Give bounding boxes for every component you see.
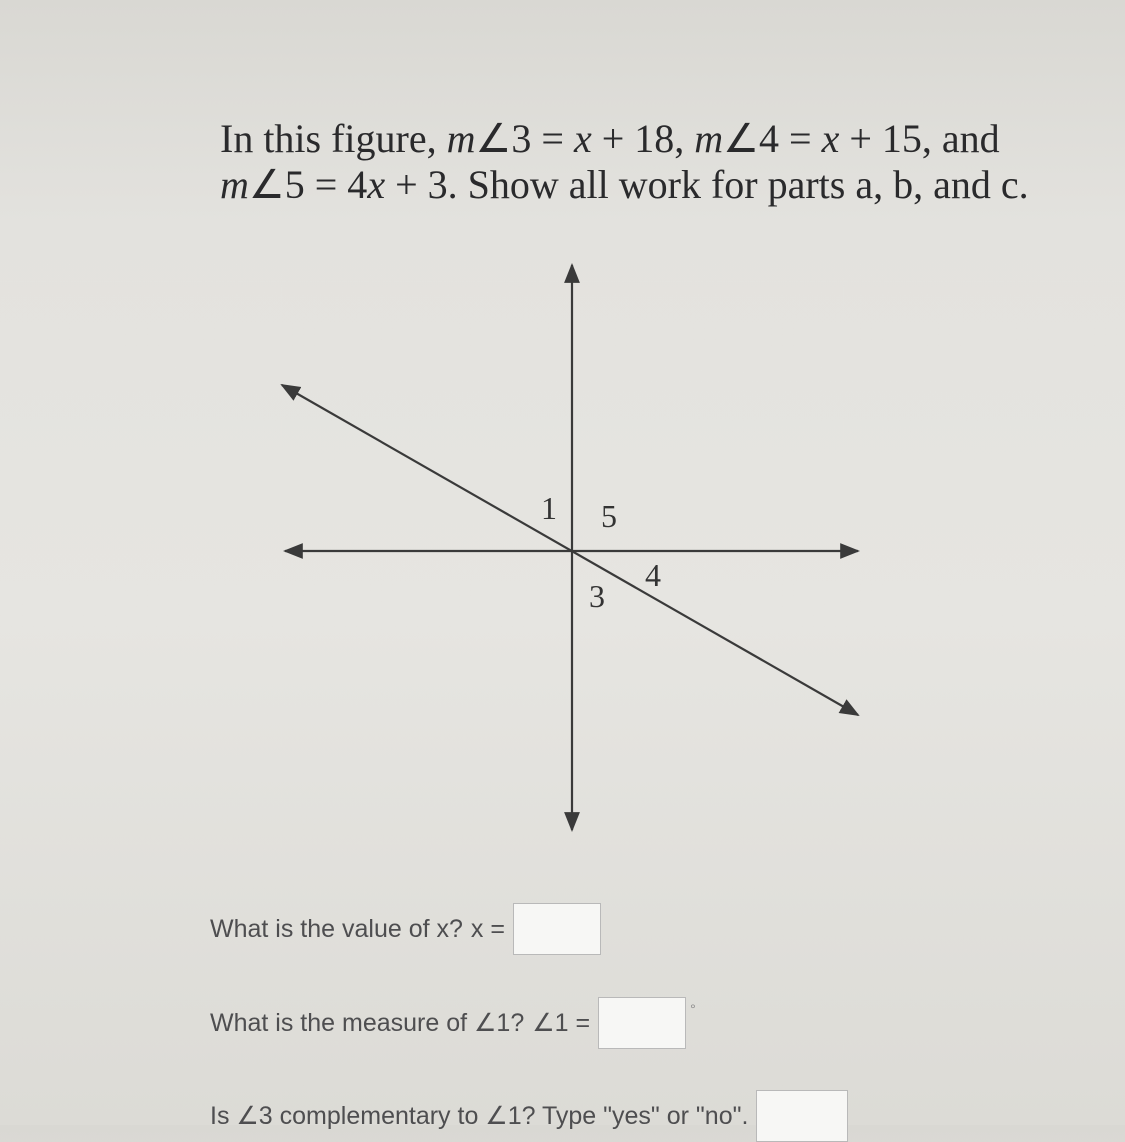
problem-text: + 3. Show all work for parts a, b, and c. (385, 162, 1029, 207)
question-angle-1 (210, 997, 696, 1049)
x-answer-input[interactable] (513, 903, 601, 955)
angle-diagram (270, 255, 870, 845)
problem-text: x (367, 162, 386, 207)
text-cursor (757, 1091, 765, 1121)
problem-text: ∠5 = 4 (248, 162, 368, 207)
problem-line-1 (220, 116, 1040, 162)
problem-text: m (694, 116, 724, 161)
problem-text: m (220, 162, 249, 207)
question-prompt: Is ∠3 complementary to ∠1? Type "yes" or "no". (210, 1102, 749, 1130)
problem-statement (220, 116, 1040, 208)
question-x (210, 903, 601, 955)
angle-label-4: 4 (645, 557, 661, 593)
problem-text: + 18, (591, 116, 695, 161)
angle-1-answer-input[interactable] (598, 997, 686, 1049)
answer-label: ∠1 = (532, 1009, 591, 1037)
problem-text: x (573, 116, 592, 161)
problem-text: m (446, 116, 476, 161)
problem-text: + 15, and (839, 116, 1000, 161)
question-prompt: What is the measure of ∠1? (210, 1009, 525, 1037)
complementary-answer-input[interactable] (756, 1090, 848, 1142)
angle-label-1: 1 (541, 490, 557, 526)
problem-text: ∠3 = (475, 116, 574, 161)
problem-text: x (821, 116, 840, 161)
problem-text: ∠4 = (723, 116, 822, 161)
angle-label-5: 5 (601, 498, 617, 534)
problem-text: In this figure, (220, 116, 447, 161)
answer-label: x = (470, 914, 505, 943)
problem-line-2 (220, 162, 1040, 208)
angle-figure (270, 255, 870, 845)
angle-label-3: 3 (589, 578, 605, 614)
degree-symbol: ° (690, 1001, 696, 1017)
question-prompt: What is the value of x? (210, 914, 463, 943)
question-complementary (210, 1090, 848, 1142)
